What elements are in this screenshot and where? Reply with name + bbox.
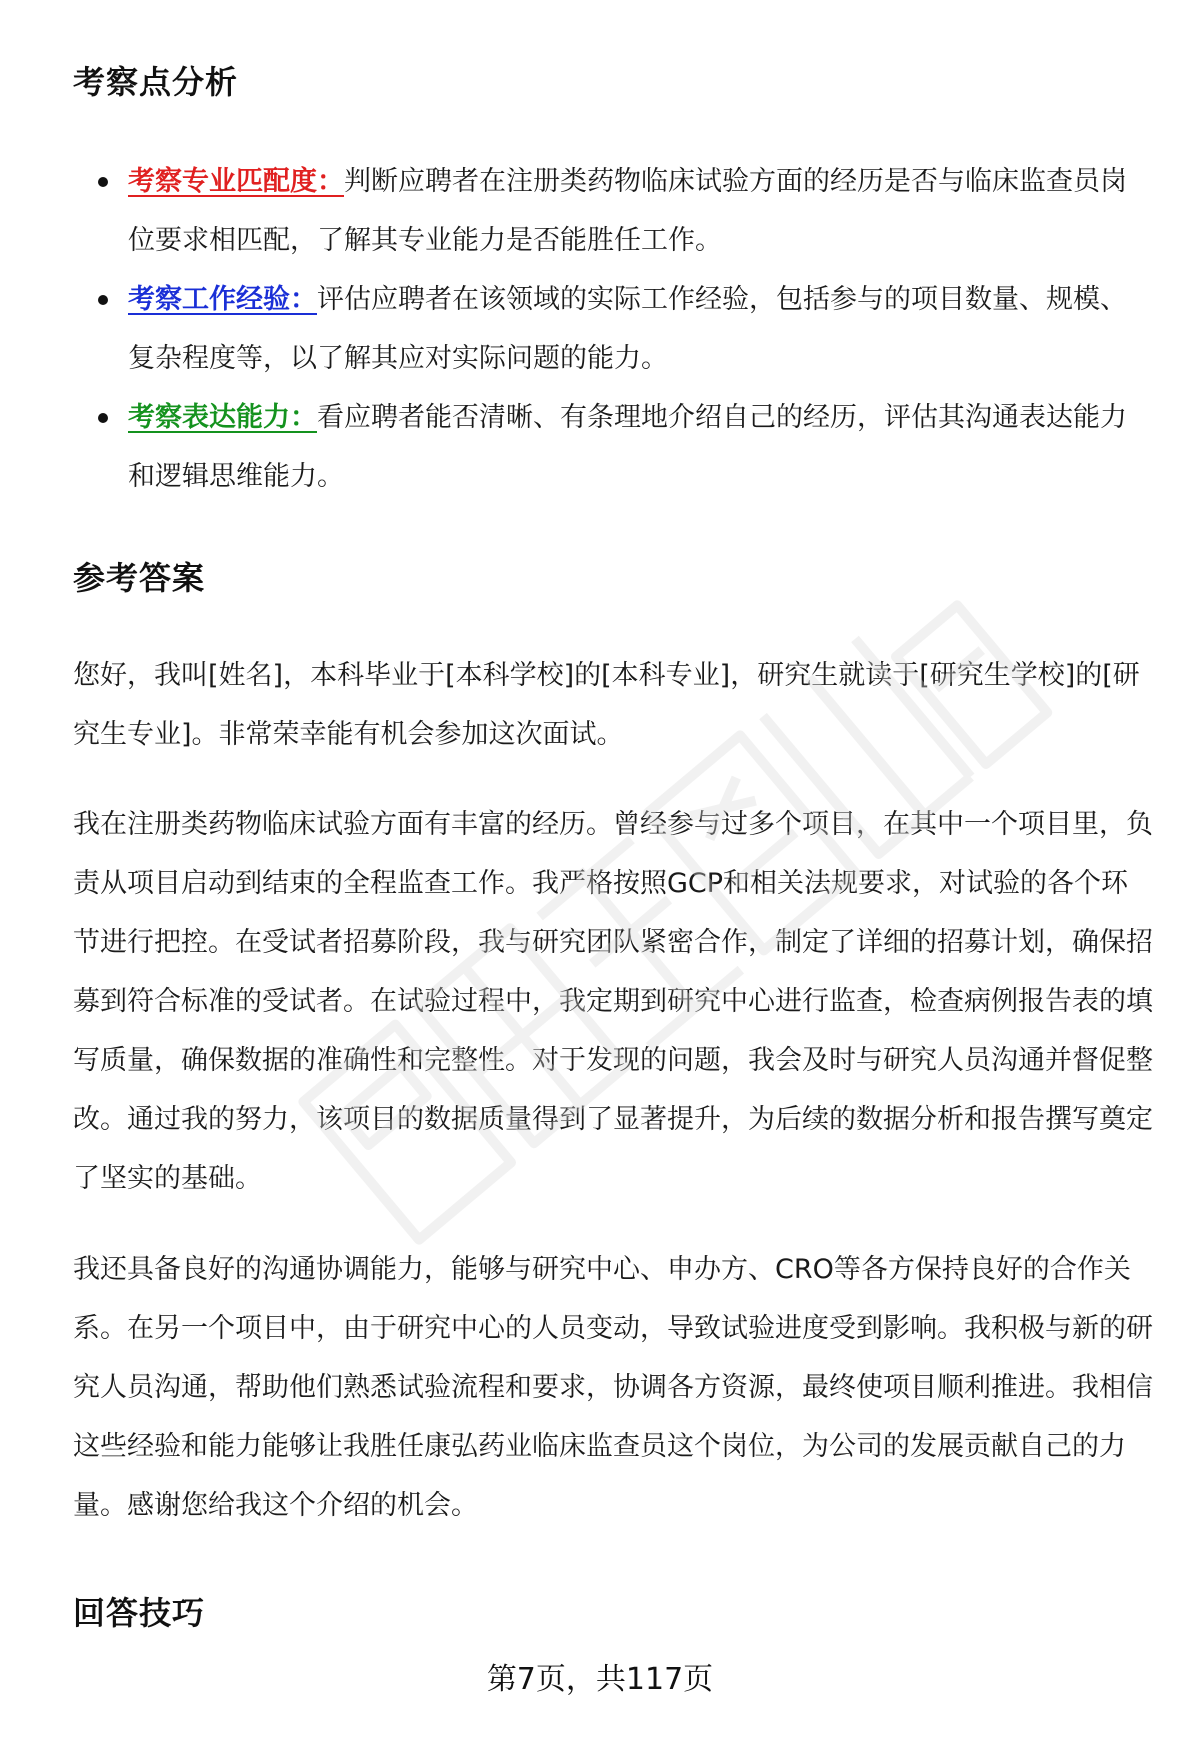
list-item [73, 388, 1153, 506]
list-item [73, 152, 1153, 270]
section-title-answer-tips: 回答技巧 [73, 1594, 206, 1632]
analysis-point-list [73, 152, 1153, 506]
point-text: 判断应聘者在注册类药物临床试验方面的经历是否与临床监查员岗位要求相匹配，了解其专业能力是否能胜任工作。 [128, 166, 1127, 256]
list-item [73, 270, 1153, 388]
bullet-icon [98, 177, 108, 187]
answer-paragraph: 您好，我叫[姓名]，本科毕业于[本科学校]的[本科专业]，研究生就读于[研究生学校]的[研究生专业]。非常荣幸能有机会参加这次面试。 [73, 660, 1140, 750]
answer-paragraph: 我在注册类药物临床试验方面有丰富的经历。曾经参与过多个项目，在其中一个项目里，负责从项目启动到结束的全程监查工作。我严格按照GCP和相关法规要求，对试验的各个环节进行把控。在受试者招募阶段，我与研究团队紧密合作，制定了详细的招募计划，确保招募到符合标准的受试者。在试验过程中，我定期到研究中心进行监查，检查病例报告表的填写质量，确保数据的准确性和完整性。对于发现的问题，我会及时与研究人员沟通并督促整改。通过我的努力，该项目的数据质量得到了显著提升，为后续的数据分析和报告撰写奠定了坚实的基础。 [73, 809, 1153, 1194]
section-title-analysis: 考察点分析 [73, 63, 239, 101]
point-label: 考察工作经验： [128, 284, 317, 315]
point-text: 看应聘者能否清晰、有条理地介绍自己的经历，评估其沟通表达能力和逻辑思维能力。 [128, 402, 1127, 492]
answer-paragraph: 我还具备良好的沟通协调能力，能够与研究中心、申办方、CRO等各方保持良好的合作关系。在另一个项目中，由于研究中心的人员变动，导致试验进度受到影响。我积极与新的研究人员沟通，帮助他们熟悉试验流程和要求，协调各方资源，最终使项目顺利推进。我相信这些经验和能力能够让我胜任康弘药业临床监查员这个岗位，为公司的发展贡献自己的力量。感谢您给我这个介绍的机会。 [73, 1254, 1153, 1521]
bullet-icon [98, 295, 108, 305]
point-text: 评估应聘者在该领域的实际工作经验，包括参与的项目数量、规模、复杂程度等，以了解其应对实际问题的能力。 [128, 284, 1127, 374]
section-title-reference-answer: 参考答案 [73, 559, 206, 597]
page-number: 第7页，共117页 [486, 1662, 714, 1697]
point-label: 考察专业匹配度： [128, 166, 344, 197]
point-label: 考察表达能力： [128, 402, 317, 433]
bullet-icon [98, 413, 108, 423]
